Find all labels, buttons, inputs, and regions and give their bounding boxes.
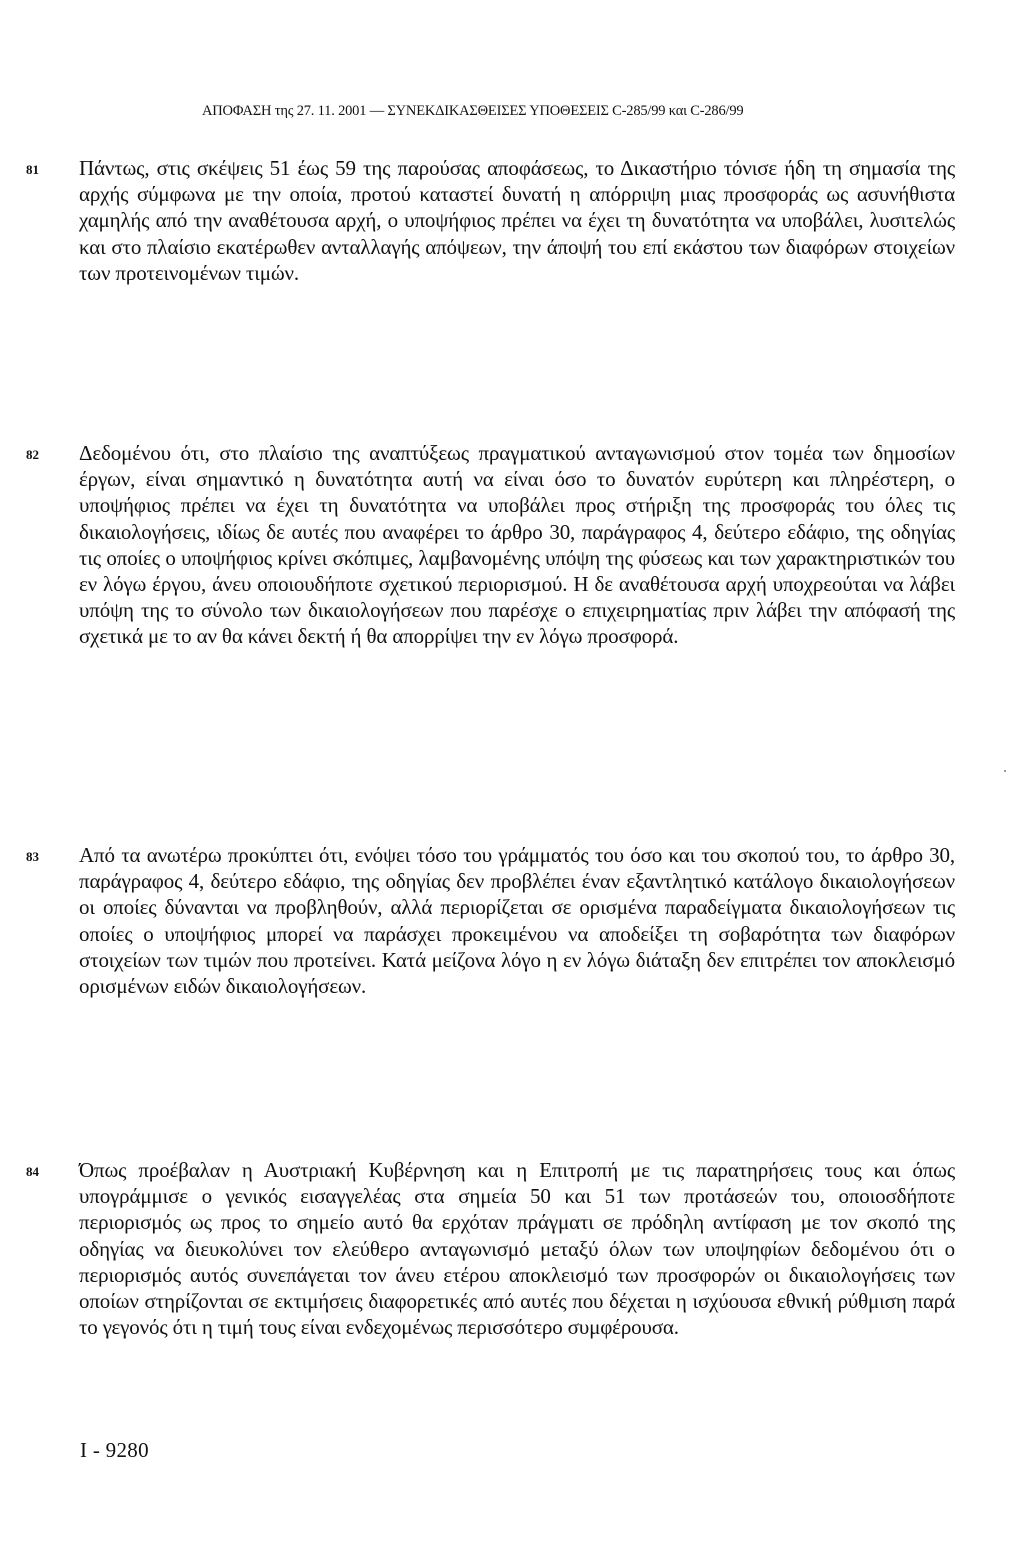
- paragraph-number-83: 83: [26, 849, 39, 864]
- scan-speck: [1004, 770, 1006, 772]
- page-header: ΑΠΟΦΑΣΗ της 27. 11. 2001 — ΣΥΝΕΚΔΙΚΑΣΘΕΙΣΕΣ ΥΠΟΘΕΣΕΙΣ C-285/99 και C-286/99: [202, 103, 744, 119]
- paragraph-83: Από τα ανωτέρω προκύπτει ότι, ενόψει τόσο του γράμματός του όσο και του σκοπού του, το άρθρο 30, παράγραφος 4, δεύτερο εδάφιο, της οδηγίας δεν προβλέπει έναν εξαντλητικό κατάλογο δικαιολογήσεων οι οποίες δύνανται να προβληθούν, αλλά περιορίζεται σε ορισμένα παραδείγματα δικαιολογήσεων τις οποίες ο υποψήφιος μπορεί να παράσχει προκειμένου να αποδείξει τη σοβαρότητα των διαφόρων στοιχείων των τιμών που προτείνει. Κατά μείζονα λόγο η εν λόγω διάταξη δεν επιτρέπει τον αποκλεισμό ορισμένων ειδών δικαιολογήσεων.: [79, 843, 955, 999]
- paragraph-number-84: 84: [26, 1164, 39, 1179]
- paragraph-84: Όπως προέβαλαν η Αυστριακή Κυβέρνηση και η Επιτροπή με τις παρατηρήσεις τους και όπως υπογράμμισε ο γενικός εισαγγελέας στα σημεία 50 και 51 των προτάσεών του, οποιοσδήποτε περιορισμός ως προς το σημείο αυτό θα ερχόταν πράγματι σε πρόδηλη αντίφαση με τον σκοπό της οδηγίας να διευκολύνει τον ελεύθερο ανταγωνισμό μεταξύ όλων των υποψηφίων δεδομένου ότι ο περιορισμός αυτός συνεπάγεται τον άνευ ετέρου αποκλεισμό των προσφορών οι δικαιολογήσεις των οποίων στηρίζονται σε εκτιμήσεις διαφορετικές από αυτές που δέχεται η ισχύουσα εθνική ρύθμιση παρά το γεγονός ότι η τιμή τους είναι ενδεχομένως περισσότερο συμφέρουσα.: [79, 1158, 955, 1340]
- page-number: I - 9280: [80, 1438, 149, 1462]
- paragraph-81: Πάντως, στις σκέψεις 51 έως 59 της παρούσας αποφάσεως, το Δικαστήριο τόνισε ήδη τη σημασία της αρχής σύμφωνα με την οποία, προτού καταστεί δυνατή η απόρριψη μιας προσφοράς ως ασυνήθιστα χαμηλής από την αναθέτουσα αρχή, ο υποψήφιος πρέπει να έχει τη δυνατότητα να υποβάλει, λυσιτελώς και στο πλαίσιο εκατέρωθεν ανταλλαγής απόψεων, την άποψή του επί εκάστου των διαφόρων στοιχείων των προτεινομένων τιμών.: [79, 156, 955, 285]
- paragraph-number-81: 81: [26, 162, 39, 177]
- paragraph-number-82: 82: [26, 447, 39, 462]
- paragraph-82: Δεδομένου ότι, στο πλαίσιο της αναπτύξεως πραγματικού ανταγωνισμού στον τομέα των δημοσίων έργων, είναι σημαντικό η δυνατότητα αυτή να είναι όσο το δυνατόν ευρύτερη και πληρέστερη, ο υποψήφιος πρέπει να έχει τη δυνατότητα να υποβάλει προς στήριξη της προσφοράς του όλες τις δικαιολογήσεις, ιδίως δε αυτές που αναφέρει το άρθρο 30, παράγραφος 4, δεύτερο εδάφιο, της οδηγίας τις οποίες ο υποψήφιος κρίνει σκόπιμες, λαμβανομένης υπόψη της φύσεως και των χαρακτηριστικών του εν λόγω έργου, άνευ οποιουδήποτε σχετικού περιορισμού. Η δε αναθέτουσα αρχή υποχρεούται να λάβει υπόψη της το σύνολο των δικαιολογήσεων που παρέσχε ο επιχειρηματίας πριν λάβει την απόφασή της σχετικά με το αν θα κάνει δεκτή ή θα απορρίψει την εν λόγω προσφορά.: [79, 441, 955, 649]
